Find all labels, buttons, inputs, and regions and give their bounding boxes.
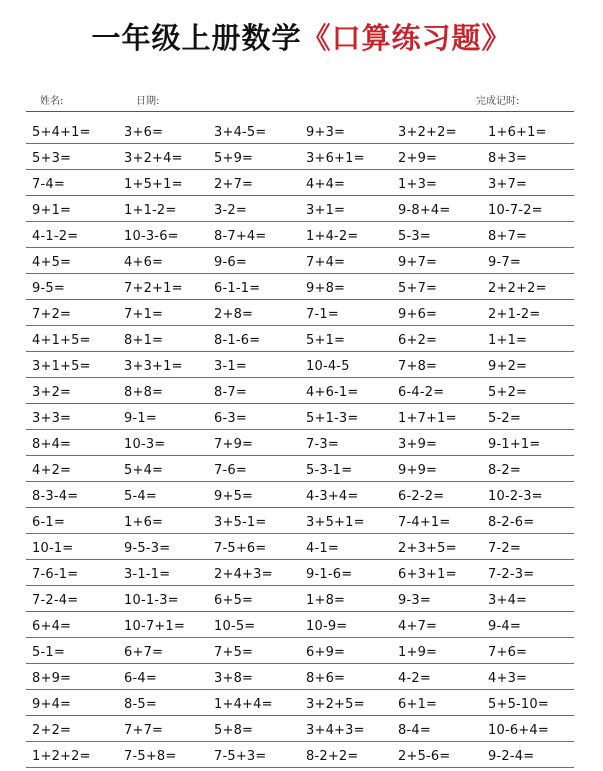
exercise-item: 10-3= — [124, 437, 166, 452]
exercise-item: 1+2+2= — [32, 749, 91, 764]
exercise-item: 10-3-6= — [124, 229, 179, 244]
exercise-item: 5-3= — [398, 229, 431, 244]
exercise-item: 9+7= — [398, 255, 438, 270]
exercise-item: 7+5= — [214, 645, 254, 660]
exercise-item: 8+6= — [306, 671, 346, 686]
exercise-item: 10-7+1= — [124, 619, 185, 634]
exercise-item: 5+1-3= — [306, 411, 359, 426]
exercise-item: 10-2-3= — [488, 489, 543, 504]
exercise-item: 3+4= — [488, 593, 528, 608]
exercise-row — [26, 407, 574, 430]
exercise-item: 6+1= — [398, 697, 438, 712]
exercise-item: 5+4+1= — [32, 125, 91, 140]
exercise-item: 4+1+5= — [32, 333, 91, 348]
exercise-item: 8+1= — [124, 333, 164, 348]
exercise-item: 1+6= — [124, 515, 164, 530]
exercise-item: 8-5= — [124, 697, 157, 712]
exercise-row — [26, 641, 574, 664]
exercise-item: 3-1= — [214, 359, 247, 374]
exercise-item: 5+5-10= — [488, 697, 549, 712]
exercise-item: 7+2+1= — [124, 281, 183, 296]
exercise-item: 1+7+1= — [398, 411, 457, 426]
exercise-item: 7+9= — [214, 437, 254, 452]
exercise-item: 1+4-2= — [306, 229, 359, 244]
exercise-item: 9+9= — [398, 463, 438, 478]
exercise-item: 7-4= — [32, 177, 65, 192]
exercise-item: 8-7+4= — [214, 229, 267, 244]
exercise-row — [26, 745, 574, 768]
exercise-item: 7-2= — [488, 541, 521, 556]
exercise-item: 7+4= — [306, 255, 346, 270]
exercise-row — [26, 381, 574, 404]
exercise-item: 3+6+1= — [306, 151, 365, 166]
exercise-item: 3+4-5= — [214, 125, 267, 140]
exercise-row — [26, 355, 574, 378]
exercise-item: 6+7= — [124, 645, 164, 660]
exercise-item: 4+7= — [398, 619, 438, 634]
exercise-row — [26, 615, 574, 638]
exercise-item: 6-3= — [214, 411, 247, 426]
exercise-item: 1+3= — [398, 177, 438, 192]
exercise-item: 8+3= — [488, 151, 528, 166]
exercise-row — [26, 719, 574, 742]
exercise-item: 8-1-6= — [214, 333, 261, 348]
exercise-row — [26, 459, 574, 482]
exercise-item: 5+4= — [124, 463, 164, 478]
exercise-item: 2+2+2= — [488, 281, 547, 296]
exercise-item: 6-4= — [124, 671, 157, 686]
exercise-item: 6+2= — [398, 333, 438, 348]
exercise-item: 9-1+1= — [488, 437, 541, 452]
exercise-item: 9-1= — [124, 411, 157, 426]
exercise-item: 9-6= — [214, 255, 247, 270]
exercise-item: 1+8= — [306, 593, 346, 608]
exercise-row — [26, 199, 574, 222]
exercise-item: 6-4-2= — [398, 385, 445, 400]
exercise-item: 2+1-2= — [488, 307, 541, 322]
exercise-item: 3+2+5= — [306, 697, 365, 712]
exercise-item: 7+8= — [398, 359, 438, 374]
exercise-row — [26, 225, 574, 248]
exercise-item: 4-1= — [306, 541, 339, 556]
exercise-item: 5-1= — [32, 645, 65, 660]
exercise-item: 4+5= — [32, 255, 72, 270]
exercise-row — [26, 173, 574, 196]
header-divider — [26, 111, 574, 112]
exercise-item: 8+7= — [488, 229, 528, 244]
exercise-item: 6-1= — [32, 515, 65, 530]
exercise-item: 3+1= — [306, 203, 346, 218]
exercise-item: 7-5+3= — [214, 749, 267, 764]
exercise-item: 9+5= — [214, 489, 254, 504]
exercise-item: 1+9= — [398, 645, 438, 660]
exercise-item: 7-4+1= — [398, 515, 451, 530]
exercise-item: 5-2= — [488, 411, 521, 426]
exercise-item: 10-6+4= — [488, 723, 549, 738]
exercise-row — [26, 329, 574, 352]
exercise-item: 7-2-4= — [32, 593, 79, 608]
exercise-item: 3+3= — [32, 411, 72, 426]
exercise-item: 2+8= — [214, 307, 254, 322]
title-main: 一年级上册数学 — [91, 21, 302, 55]
exercise-item: 5-4= — [124, 489, 157, 504]
exercise-item: 8+9= — [32, 671, 72, 686]
exercise-item: 3+2= — [32, 385, 72, 400]
exercise-item: 8-7= — [214, 385, 247, 400]
exercise-item: 1+1-2= — [124, 203, 177, 218]
exercise-item: 8+8= — [124, 385, 164, 400]
exercise-item: 3+1+5= — [32, 359, 91, 374]
exercise-item: 2+9= — [398, 151, 438, 166]
exercise-item: 7-6= — [214, 463, 247, 478]
exercise-item: 3+3+1= — [124, 359, 183, 374]
exercise-item: 9+2= — [488, 359, 528, 374]
exercise-item: 3+8= — [214, 671, 254, 686]
exercise-item: 4-2= — [398, 671, 431, 686]
exercise-item: 3+9= — [398, 437, 438, 452]
exercise-item: 9+3= — [306, 125, 346, 140]
exercise-item: 5+8= — [214, 723, 254, 738]
exercise-item: 4-3+4= — [306, 489, 359, 504]
exercise-item: 6+9= — [306, 645, 346, 660]
date-label: 日期: — [136, 96, 160, 107]
exercise-item: 9+1= — [32, 203, 72, 218]
exercise-item: 9+4= — [32, 697, 72, 712]
exercise-item: 4+3= — [488, 671, 528, 686]
exercise-item: 3-2= — [214, 203, 247, 218]
exercise-item: 10-1= — [32, 541, 74, 556]
exercise-item: 8-4= — [398, 723, 431, 738]
exercise-item: 9-8+4= — [398, 203, 451, 218]
exercise-item: 8-2+2= — [306, 749, 359, 764]
exercise-item: 9-5-3= — [124, 541, 171, 556]
exercise-item: 5+7= — [398, 281, 438, 296]
exercise-item: 3+2+2= — [398, 125, 457, 140]
exercise-item: 9-1-6= — [306, 567, 353, 582]
exercise-item: 4+6-1= — [306, 385, 359, 400]
exercise-item: 8-2= — [488, 463, 521, 478]
exercise-row — [26, 511, 574, 534]
exercise-item: 4+2= — [32, 463, 72, 478]
exercise-item: 7+6= — [488, 645, 528, 660]
exercise-item: 4+6= — [124, 255, 164, 270]
time-label: 完成记时: — [476, 96, 520, 107]
exercise-item: 10-9= — [306, 619, 348, 634]
exercise-row — [26, 433, 574, 456]
exercise-item: 6+3+1= — [398, 567, 457, 582]
exercise-item: 9-5= — [32, 281, 65, 296]
exercise-row — [26, 251, 574, 274]
exercise-item: 2+3+5= — [398, 541, 457, 556]
exercise-item: 4-1-2= — [32, 229, 79, 244]
exercise-item: 6+4= — [32, 619, 72, 634]
exercise-row — [26, 589, 574, 612]
exercise-item: 7-3= — [306, 437, 339, 452]
exercise-item: 1+1= — [488, 333, 528, 348]
exercise-item: 2+4+3= — [214, 567, 273, 582]
exercise-item: 9+6= — [398, 307, 438, 322]
exercise-item: 4+4= — [306, 177, 346, 192]
exercise-item: 3+4+3= — [306, 723, 365, 738]
exercise-item: 9-3= — [398, 593, 431, 608]
exercise-row — [26, 537, 574, 560]
exercise-item: 5+1= — [306, 333, 346, 348]
exercise-item: 9-2-4= — [488, 749, 535, 764]
exercise-item: 7-6-1= — [32, 567, 79, 582]
exercise-row — [26, 693, 574, 716]
exercise-item: 9+8= — [306, 281, 346, 296]
title-accent: 《口算练习题》 — [301, 21, 512, 55]
exercise-item: 5+9= — [214, 151, 254, 166]
exercise-item: 7+7= — [124, 723, 164, 738]
exercise-row — [26, 147, 574, 170]
exercise-item: 1+6+1= — [488, 125, 547, 140]
exercise-item: 3-1-1= — [124, 567, 171, 582]
exercise-item: 5+2= — [488, 385, 528, 400]
exercise-item: 6+5= — [214, 593, 254, 608]
exercise-item: 1+5+1= — [124, 177, 183, 192]
exercise-item: 3+7= — [488, 177, 528, 192]
exercise-item: 7-2-3= — [488, 567, 535, 582]
exercise-item: 3+2+4= — [124, 151, 183, 166]
exercise-item: 10-5= — [214, 619, 256, 634]
exercise-row — [26, 277, 574, 300]
exercise-item: 2+5-6= — [398, 749, 451, 764]
exercise-row — [26, 485, 574, 508]
exercise-item: 7-1= — [306, 307, 339, 322]
exercise-item: 1+4+4= — [214, 697, 273, 712]
exercise-item: 7+1= — [124, 307, 164, 322]
exercise-item: 8+4= — [32, 437, 72, 452]
exercise-item: 9-7= — [488, 255, 521, 270]
exercise-item: 2+7= — [214, 177, 254, 192]
exercise-item: 2+2= — [32, 723, 72, 738]
exercise-item: 9-4= — [488, 619, 521, 634]
exercise-item: 3+5-1= — [214, 515, 267, 530]
exercise-item: 7+2= — [32, 307, 72, 322]
page-title — [0, 16, 603, 57]
exercise-item: 7-5+6= — [214, 541, 267, 556]
exercise-grid — [26, 121, 574, 771]
exercise-item: 10-1-3= — [124, 593, 179, 608]
exercise-item: 6-1-1= — [214, 281, 261, 296]
exercise-row — [26, 303, 574, 326]
exercise-item: 10-4-5 — [306, 359, 350, 374]
exercise-item: 6-2-2= — [398, 489, 445, 504]
exercise-row — [26, 667, 574, 690]
exercise-item: 8-2-6= — [488, 515, 535, 530]
exercise-row — [26, 563, 574, 586]
exercise-item: 7-5+8= — [124, 749, 177, 764]
exercise-row — [26, 121, 574, 144]
exercise-item: 8-3-4= — [32, 489, 79, 504]
exercise-item: 3+6= — [124, 125, 164, 140]
name-label: 姓名: — [40, 96, 64, 107]
exercise-item: 10-7-2= — [488, 203, 543, 218]
exercise-item: 5+3= — [32, 151, 72, 166]
exercise-item: 3+5+1= — [306, 515, 365, 530]
exercise-item: 5-3-1= — [306, 463, 353, 478]
